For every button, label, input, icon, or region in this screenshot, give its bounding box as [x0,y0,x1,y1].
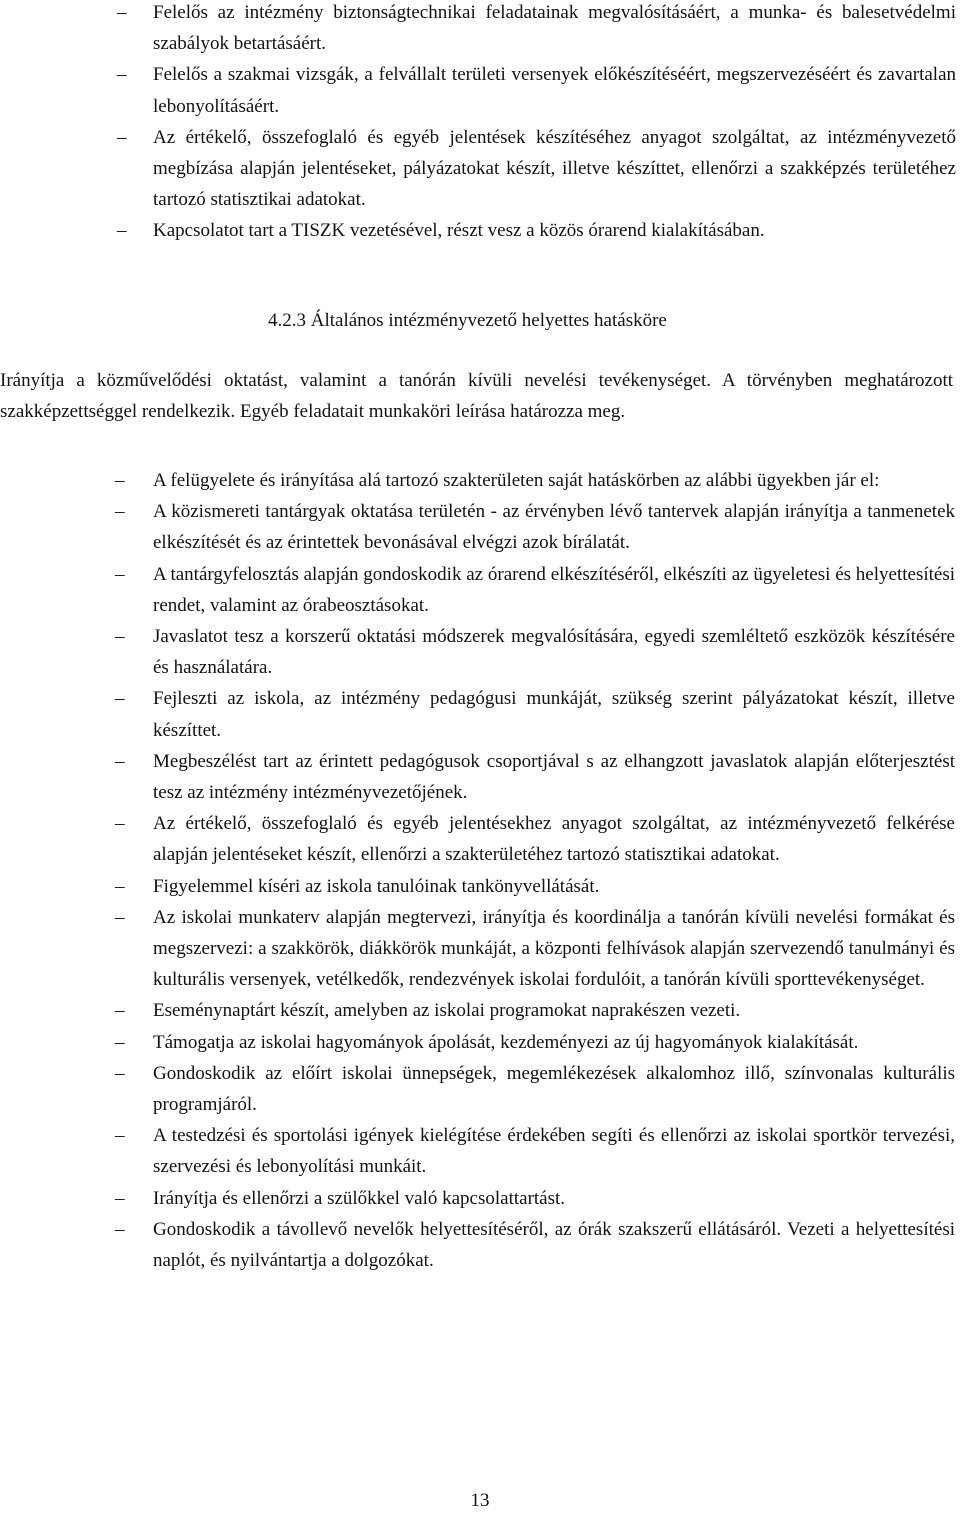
duties-list [0,465,960,1276]
list-item [0,1183,960,1214]
list-item-text: A tantárgyfelosztás alapján gondoskodik az órarend elkészítéséről, elkészíti az ügyeletesi és helyettesítési rendet, valamint az órabeosztásokat. [153,563,955,616]
list-item-text: Irányítja és ellenőrzi a szülőkkel való kapcsolattartást. [153,1187,566,1209]
list-item [0,1027,960,1058]
dash-bullet: – [115,906,125,928]
list-item [0,59,960,121]
list-item [0,0,960,59]
dash-bullet: – [115,626,125,648]
intro-paragraph: Irányítja a közművelődési oktatást, valamint a tanórán kívüli nevelési tevékenységet. A törvényben meghatározott szakképzettséggel rendelkezik. Egyéb feladatait munkaköri leírása határozza meg. [0,370,953,422]
dash-bullet: – [115,1187,125,1209]
dash-bullet: – [115,1125,125,1147]
section-heading: 4.2.3 Általános intézményvezető helyettes hatásköre [268,310,667,331]
list-item [0,746,960,808]
list-item [0,995,960,1026]
list-item-text: Az értékelő, összefoglaló és egyéb jelentésekhez anyagot szolgáltat, az intézményvezető felkérése alapján jelentéseket készít, ellenőrzi a szakterületéhez tartozó statisztikai adatokat. [153,813,955,866]
dash-bullet: – [115,1031,125,1053]
dash-bullet: – [115,875,125,897]
list-item-text: Felelős az intézmény biztonságtechnikai feladatainak megvalósításáért, a munka- és balesetvédelmi szabályok betartásáért. [153,2,956,55]
list-item-text: Az értékelő, összefoglaló és egyéb jelentések készítéséhez anyagot szolgáltat, az intézményvezető megbízása alapján jelentéseket, pályázatokat készít, illetve készíttet, ellenőrzi a szakképzés területéhez tartozó statisztikai adatokat. [153,126,956,211]
dash-bullet: – [115,1218,125,1240]
list-item [0,1058,960,1120]
list-item [0,1120,960,1182]
dash-bullet: – [115,813,125,835]
dash-bullet: – [115,1062,125,1084]
dash-bullet: – [115,688,125,710]
list-item [0,465,960,496]
list-item-text: Megbeszélést tart az érintett pedagógusok csoportjával s az elhangzott javaslatok alapján előterjesztést tesz az intézmény intézményvezetőjének. [153,750,955,804]
list-item-text: Eseménynaptárt készít, amelyben az iskolai programokat naprakészen vezeti. [153,1000,741,1022]
list-item-text: Javaslatot tesz a korszerű oktatási módszerek megvalósítására, egyedi szemléltető eszközök készítésére és használatára. [153,626,955,679]
dash-bullet: – [117,220,127,242]
list-item [0,902,960,996]
list-item-text: Figyelemmel kíséri az iskola tanulóinak tankönyvellátását. [153,875,600,897]
page-number: 13 [470,1490,490,1511]
list-item-text: Gondoskodik az előírt iskolai ünnepségek, megemlékezések alkalomhoz illő, színvonalas kulturális programjáról. [153,1062,955,1116]
list-item-text: Támogatja az iskolai hagyományok ápolását, kezdeményezi az új hagyományok kialakítását. [153,1031,859,1053]
list-item [0,122,960,216]
list-item [0,215,960,246]
list-item [0,496,960,558]
list-item-text: Felelős a szakmai vizsgák, a felvállalt területi versenyek előkészítéséért, megszervezéséért és zavartalan lebonyolításáért. [153,64,956,117]
list-item-text: A felügyelete és irányítása alá tartozó szakterületen saját hatáskörben az alábbi ügyekben jár el: [153,470,880,491]
list-item [0,808,960,870]
dash-bullet: – [115,750,125,772]
dash-bullet: – [115,1000,125,1022]
list-item-text: Fejleszti az iskola, az intézmény pedagógusi munkáját, szükség szerint pályázatokat készít, illetve készíttet. [153,688,955,741]
dash-bullet: – [117,126,127,148]
list-item [0,621,960,683]
dash-bullet: – [117,64,127,86]
list-item-text: A testedzési és sportolási igények kielégítése érdekében segíti és ellenőrzi az iskolai sportkör tervezési, szervezési és lebonyolítási munkáit. [153,1125,955,1178]
responsibility-list-continued [0,0,960,247]
dash-bullet: – [115,501,125,523]
list-item [0,871,960,902]
dash-bullet: – [115,563,125,585]
dash-bullet: – [117,2,127,23]
dash-bullet: – [115,470,125,491]
list-item-text: Kapcsolatot tart a TISZK vezetésével, részt vesz a közös órarend kialakításában. [153,220,765,242]
list-item [0,1214,960,1276]
list-item [0,683,960,745]
list-item-text: Gondoskodik a távollevő nevelők helyettesítéséről, az órák szakszerű ellátásáról. Vezeti a helyettesítési naplót, és nyilvántartja a dolgozókat. [153,1218,955,1272]
list-item [0,559,960,621]
list-item-text: Az iskolai munkaterv alapján megtervezi, irányítja és koordinálja a tanórán kívüli nevelési formákat és megszervezi: a szakkörök, diákkörök munkáját, a központi felhívások alapján szervezendő tanulmányi és kulturális versenyek, vetélkedők, rendezvények iskolai fordulóit, a tanórán kívüli sporttevékenységet. [153,906,955,991]
list-item-text: A közismereti tantárgyak oktatása területén - az érvényben lévő tantervek alapján irányítja a tanmenetek elkészítését és az érintettek bevonásával elvégzi azok bírálatát. [153,501,955,554]
